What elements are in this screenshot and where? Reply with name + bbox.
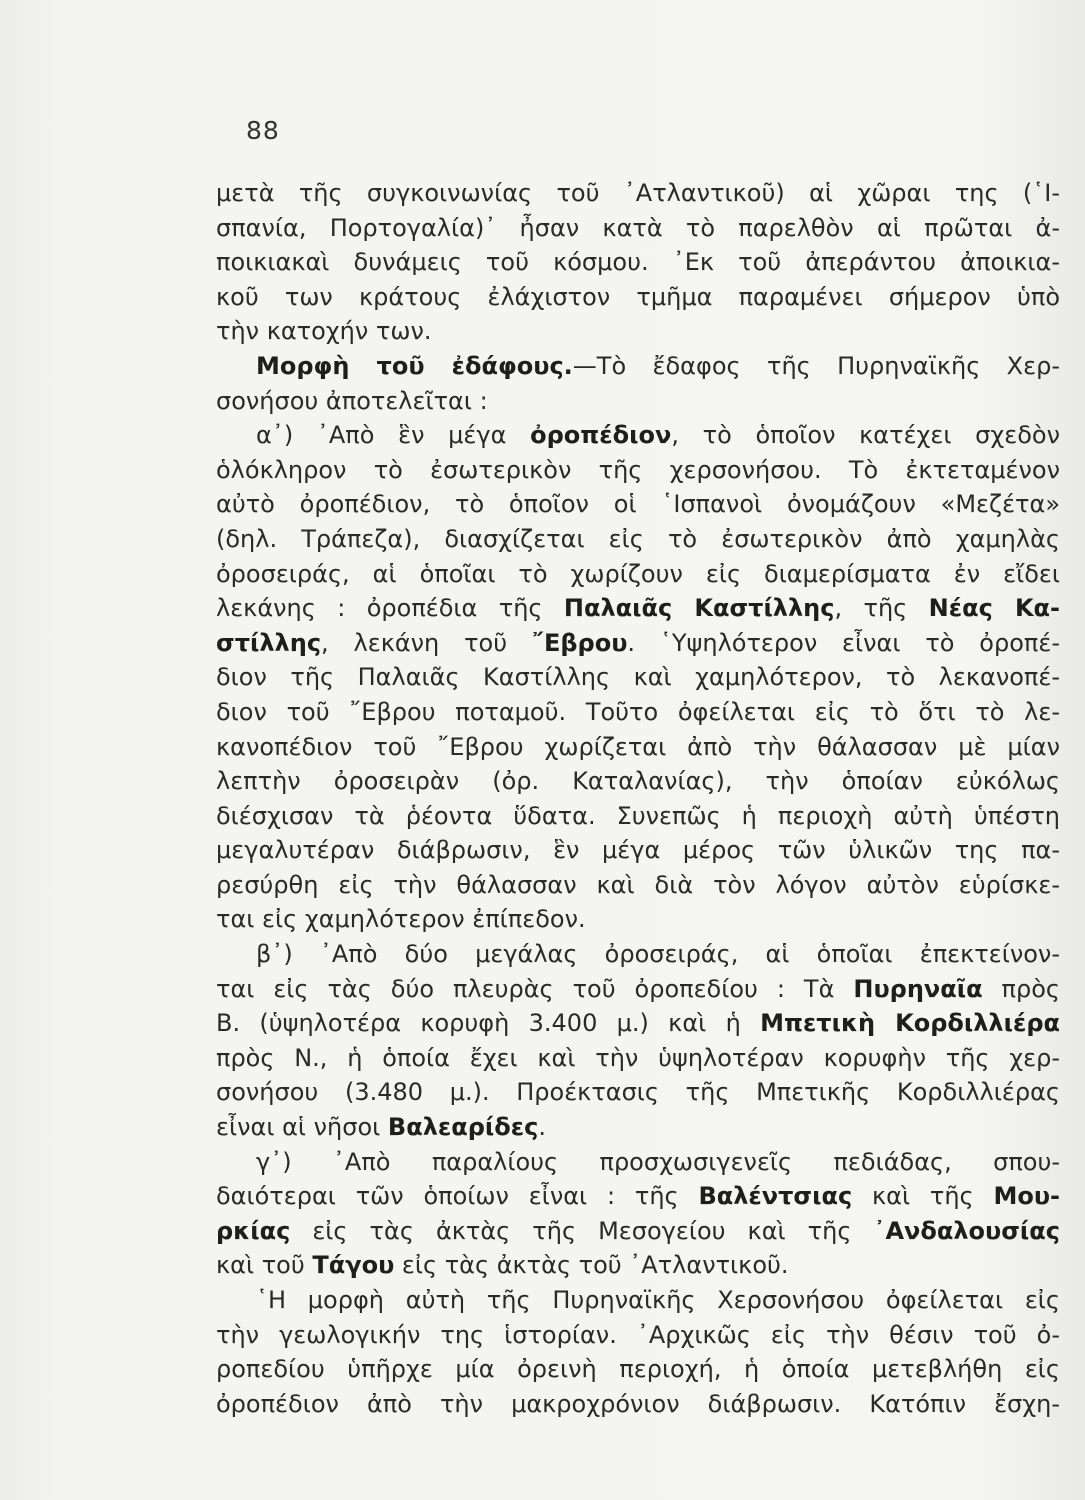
text-run: τὴν γεωλογικήν της ἱστορίαν. ᾿Αρχικῶς εἰς τὴν θέσιν τοῦ ὀ- [216, 1320, 1060, 1349]
bold-term: Τάγου [312, 1251, 395, 1280]
text-run: τὴν κατοχήν των. [216, 317, 432, 346]
bold-term: Πυρηναῖα [853, 974, 983, 1003]
text-line [216, 833, 1060, 868]
text-line [216, 626, 1060, 661]
text-run: . ῾Υψηλότερον εἶναι τὸ ὀροπέ- [627, 628, 1060, 657]
text-line [216, 1075, 1060, 1110]
bold-term: ᾿Ανδαλουσίας [873, 1216, 1060, 1245]
text-run: εἰς τὰς ἀκτὰς τοῦ ᾿Ατλαντικοῦ. [394, 1251, 789, 1280]
text-line [216, 972, 1060, 1007]
text-run: ροπεδίου ὑπῆρχε μία ὀρεινὴ περιοχή, ἡ ὁποία μετεβλήθη εἰς [216, 1355, 1060, 1384]
bold-term: Μου- [993, 1182, 1060, 1211]
text-line [216, 799, 1060, 834]
text-line [216, 211, 1060, 246]
text-line [216, 660, 1060, 695]
bold-term: Μορφὴ τοῦ ἐδάφους. [256, 351, 573, 380]
text-run: ρεσύρθη εἰς τὴν θάλασσαν καὶ διὰ τὸν λόγον αὐτὸν εὑρίσκε- [216, 870, 1060, 899]
text-line [216, 937, 1060, 972]
text-line [216, 730, 1060, 765]
text-run: β᾿) ᾿Απὸ δύο μεγάλας ὀροσειράς, αἱ ὁποῖαι ἐπεκτείνον- [256, 940, 1060, 969]
text-run: δαιότεραι τῶν ὁποίων εἶναι : τῆς [216, 1182, 699, 1211]
bold-term: Μπετικὴ Κορδιλλιέρα [760, 1009, 1060, 1038]
text-line [216, 902, 1060, 937]
text-line [216, 1352, 1060, 1387]
text-line [216, 384, 1060, 419]
text-run: ὁλόκληρον τὸ ἐσωτερικὸν τῆς χερσονήσου. Τὸ ἐκτεταμένον [216, 455, 1060, 484]
text-run: —Τὸ ἔδαφος τῆς Πυρηναϊκῆς Χερ- [572, 351, 1060, 380]
text-run: λεκάνης : ὀροπέδια τῆς [216, 594, 564, 623]
text-line [216, 1248, 1060, 1283]
text-run: ῾Η μορφὴ αὐτὴ τῆς Πυρηναϊκῆς Χερσονήσου ὀφείλεται εἰς [256, 1286, 1060, 1314]
bold-term: στίλλης [216, 628, 322, 657]
text-run: μετὰ τῆς συγκοινωνίας τοῦ ᾿Ατλαντικοῦ) αἱ χῶραι της (῾Ι- [216, 179, 1060, 207]
text-run: σπανία, Πορτογαλία)᾿ ἦσαν κατὰ τὸ παρελθὸν αἱ πρῶται ἀ- [216, 213, 1060, 242]
text-run: ὀροπέδιον ἀπὸ τὴν μακροχρόνιον διάβρωσιν. Κατόπιν ἔσχη- [216, 1389, 1060, 1418]
text-run: , λεκάνη τοῦ [321, 628, 532, 657]
text-run: ται εἰς χαμηλότερον ἐπίπεδον. [216, 905, 586, 934]
text-line [216, 1179, 1060, 1214]
bold-term: ρκίας [216, 1216, 291, 1245]
text-run: (δηλ. Τράπεζα), διασχίζεται εἰς τὸ ἐσωτερικὸν ἀπὸ χαμηλὰς [216, 524, 1060, 553]
text-line [216, 349, 1060, 384]
text-run: καὶ τῆς [852, 1182, 994, 1211]
text-line [216, 591, 1060, 626]
text-run: γ᾿) ᾿Απὸ παραλίους προσχωσιγενεῖς πεδιάδας, σπου- [256, 1147, 1060, 1176]
text-line [216, 1145, 1060, 1180]
text-line [216, 1214, 1060, 1249]
text-line [216, 1283, 1060, 1318]
text-run: ὀροσειράς, αἱ ὁποῖαι τὸ χωρίζουν εἰς διαμερίσματα ἐν εἴδει [216, 559, 1060, 588]
text-run: ται εἰς τὰς δύο πλευρὰς τοῦ ὀροπεδίου : Τὰ [216, 974, 854, 1003]
text-line [216, 314, 1060, 349]
text-run: πρὸς [982, 974, 1060, 1003]
text-line [216, 418, 1060, 453]
text-line [216, 487, 1060, 522]
text-run: α᾿) ᾿Απὸ ἓν μέγα [256, 421, 531, 450]
bold-term: ὀροπέδιον [530, 421, 672, 450]
bold-term: Βαλεαρίδες [387, 1113, 539, 1142]
text-line [216, 245, 1060, 280]
text-run: αὐτὸ ὀροπέδιον, τὸ ὁποῖον οἱ ῾Ισπανοὶ ὀνομάζουν «Μεζέτα» [216, 490, 1060, 519]
text-run: διέσχισαν τὰ ῥέοντα ὕδατα. Συνεπῶς ἡ περιοχὴ αὐτὴ ὑπέστη [216, 801, 1060, 830]
text-line [216, 695, 1060, 730]
text-line [216, 1387, 1060, 1422]
bold-term: Βαλέντσιας [698, 1182, 853, 1211]
bold-term: ῎Εβρου [531, 628, 628, 657]
text-run: εἰς τὰς ἀκτὰς τῆς Μεσογείου καὶ τῆς [290, 1216, 874, 1245]
text-line [216, 176, 1060, 211]
text-run: κοῦ των κράτους ἐλάχιστον τμῆμα παραμένει σήμερον ὑπὸ [216, 282, 1060, 311]
text-run: σονήσου ἀποτελεῖται : [216, 386, 488, 415]
text-run: καὶ τοῦ [216, 1251, 313, 1280]
text-line [216, 522, 1060, 557]
text-run: διον τῆς Παλαιᾶς Καστίλλης καὶ χαμηλότερον, τὸ λεκανοπέ- [216, 663, 1060, 692]
text-line [216, 1041, 1060, 1076]
text-run: σονήσου (3.480 μ.). Προέκτασις τῆς Μπετικῆς Κορδιλλιέρας [216, 1078, 1060, 1107]
text-run: λεπτὴν ὀροσειρὰν (ὀρ. Καταλανίας), τὴν ὁποίαν εὐκόλως [216, 767, 1060, 796]
text-run: διον τοῦ ῎Εβρου ποταμοῦ. Τοῦτο ὀφείλεται εἰς τὸ ὅτι τὸ λε- [216, 697, 1060, 726]
text-line [216, 868, 1060, 903]
text-line [216, 764, 1060, 799]
body-text [216, 176, 1060, 1421]
text-run: μεγαλυτέραν διάβρωσιν, ἓν μέγα μέρος τῶν ὑλικῶν της πα- [216, 836, 1060, 865]
text-line [216, 1110, 1060, 1145]
text-run: κανοπέδιον τοῦ ῎Εβρου χωρίζεται ἀπὸ τὴν θάλασσαν μὲ μίαν [216, 732, 1060, 761]
page-number: 88 [246, 116, 280, 145]
text-run: , τῆς [834, 594, 929, 623]
text-run: εἶναι αἱ νῆσοι [216, 1113, 388, 1142]
text-line [216, 280, 1060, 315]
text-line [216, 1318, 1060, 1353]
text-run: , τὸ ὁποῖον κατέχει σχεδὸν [671, 421, 1060, 450]
text-run: πρὸς Ν., ἡ ὁποία ἔχει καὶ τὴν ὑψηλοτέραν κορυφὴν τῆς χερ- [216, 1043, 1060, 1072]
text-line [216, 557, 1060, 592]
text-line [216, 1006, 1060, 1041]
text-run: . [538, 1113, 546, 1142]
text-run: Β. (ὑψηλοτέρα κορυφὴ 3.400 μ.) καὶ ἡ [216, 1009, 761, 1038]
bold-term: Νέας Κα- [928, 594, 1060, 623]
text-line [216, 453, 1060, 488]
text-run: ποικιακαὶ δυνάμεις τοῦ κόσμου. ᾿Εκ τοῦ ἀπεράντου ἀποικια- [216, 248, 1060, 277]
bold-term: Παλαιᾶς Καστίλλης [563, 594, 835, 623]
